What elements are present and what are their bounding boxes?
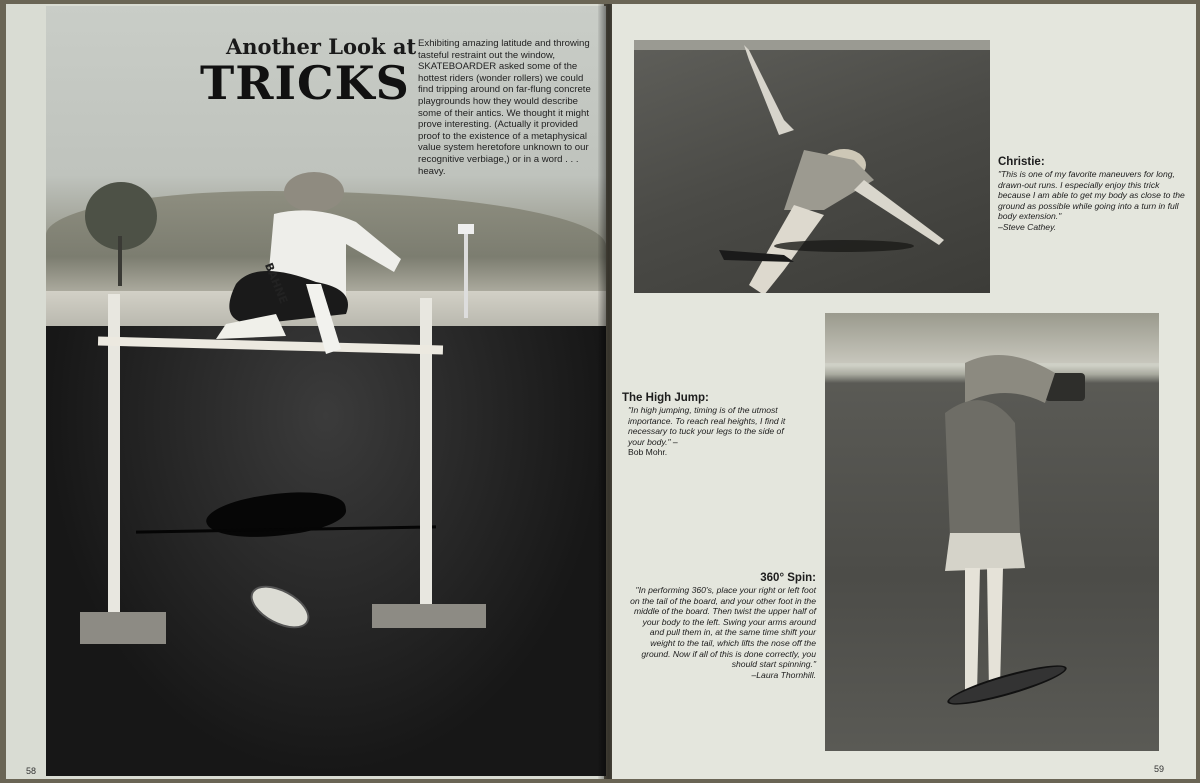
asphalt-ground <box>46 326 606 776</box>
jumper-skater <box>196 164 426 364</box>
christie-heading: Christie: <box>998 156 1045 168</box>
spin-photo <box>825 313 1159 751</box>
sign-post <box>464 228 468 318</box>
spin-caption <box>628 572 816 680</box>
high-jump-caption <box>622 392 800 458</box>
spin-heading: 360° Spin: <box>760 572 816 584</box>
christie-quote: "This is one of my favorite maneuvers for long, drawn-out runs. I especially enjoy this trick because I am able to get my body as close to the ground as possible while going into a turn in full body extension." <box>998 169 1185 222</box>
christie-byline: –Steve Cathey. <box>998 221 1057 232</box>
title-subline: Another Look at <box>226 34 417 59</box>
christie-caption <box>998 156 1186 233</box>
christie-shadow <box>774 240 914 252</box>
page-title: TRICKS <box>200 56 410 110</box>
page-number-left: 58 <box>26 766 37 776</box>
christie-photo <box>634 40 990 293</box>
right-pole-base <box>372 604 486 628</box>
left-pole-base <box>80 612 166 644</box>
tree <box>76 176 166 286</box>
page-number-right: 59 <box>1154 764 1165 774</box>
christie-skater <box>704 40 990 293</box>
high-jump-heading: The High Jump: <box>622 392 709 404</box>
spin-quote: "In performing 360's, place your right or left foot on the tail of the board, and your other foot in the middle of the board. Then twist the upper half of your body to the left. Swing your arms around and pull them in, at the same time shift your weight to the tail, which lifts the nose off the ground. Now if all of this is done correctly, you should start spinning." <box>630 585 816 670</box>
intro-paragraph: Exhibiting amazing latitude and throwing tasteful restraint out the window, SKATEBOARDER asked some of the hottest riders (wonder rollers) we could find tripping around on far-flung concrete playgrounds how they would describe some of their antics. We thought it might prove interesting. (Actually it provided proof to the existence of a metaphysical value system heretofore unknown to our recognitive verbiage,) or in a word . . . heavy. <box>418 38 591 177</box>
high-jump-quote: "In high jumping, timing is of the utmost importance. To reach real heights, I find it necessary to tuck your legs to the side of your body." – <box>628 405 786 447</box>
high-jump-byline: Bob Mohr. <box>628 447 668 458</box>
spin-byline: –Laura Thornhill. <box>751 669 816 680</box>
sign <box>458 224 474 234</box>
shirt-lettering: BAHNE <box>261 261 291 306</box>
